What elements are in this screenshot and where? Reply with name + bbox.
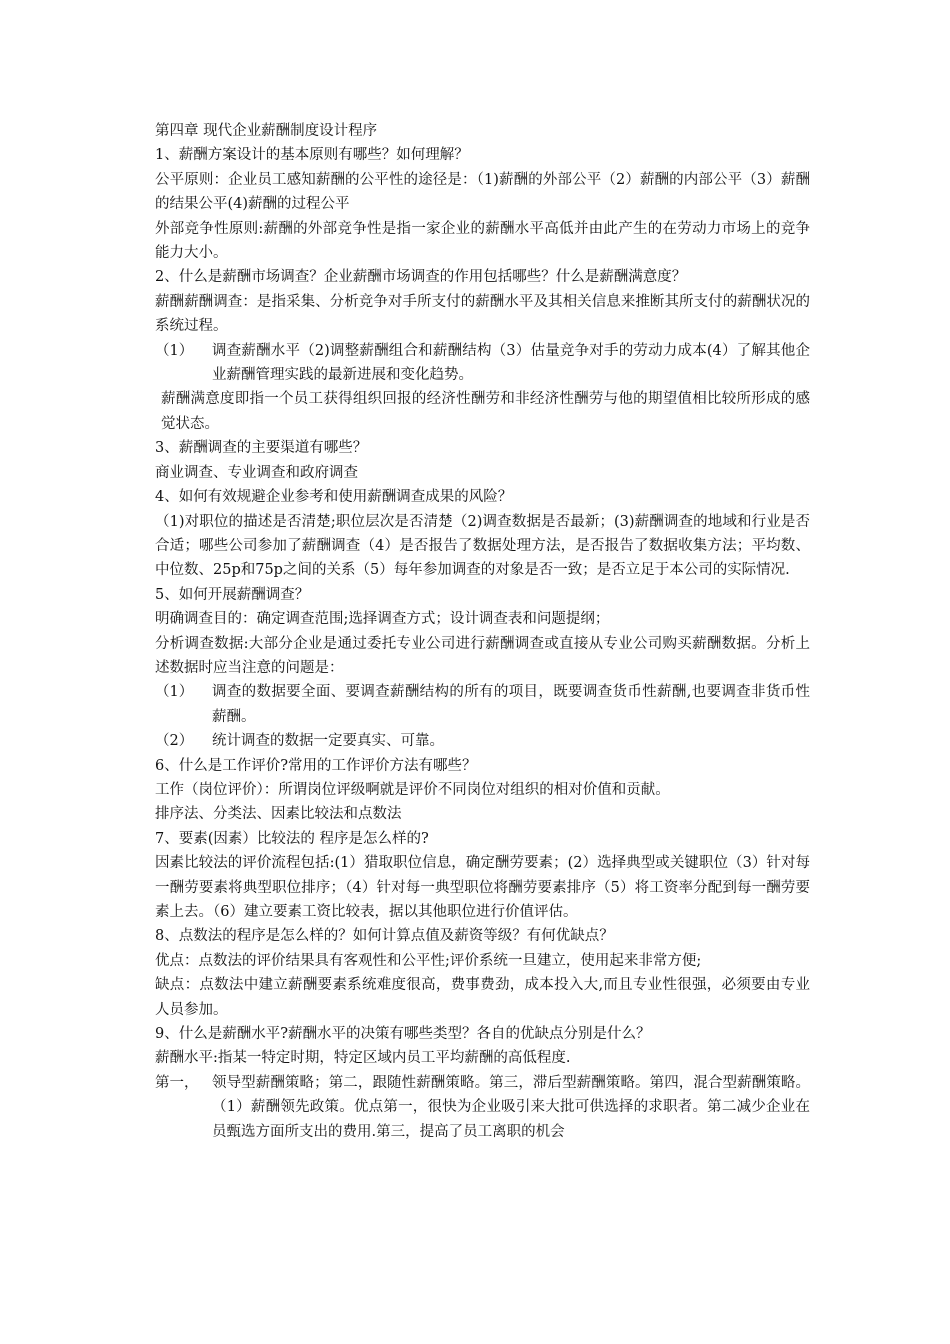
answer-3: 商业调查、专业调查和政府调查 <box>155 464 358 481</box>
list-text: 统计调查的数据一定要真实、可靠。 <box>212 733 444 750</box>
question-4: 4、如何有效规避企业参考和使用薪酬调查成果的风险？ <box>155 489 513 506</box>
answer-9-list-item <box>155 1071 810 1144</box>
list-number: （1） <box>155 684 194 701</box>
answer-5-list-item-2 <box>155 729 810 753</box>
answer-6-definition: 工作（岗位评价）：所谓岗位评级啊就是评价不同岗位对组织的相对价值和贡献。 <box>155 781 670 798</box>
question-5: 5、如何开展薪酬调查？ <box>155 586 310 603</box>
question-7: 7、要素(因素）比较法的 程序是怎么样的? <box>155 830 429 847</box>
list-number: （1） <box>155 342 194 359</box>
answer-7: 因素比较法的评价流程包括:(1）猎取职位信息，确定酬劳要素；(2）选择典型或关键职位（3）针对每一酬劳要素将典型职位排序；（4）针对每一典型职位将酬劳要素排序（5）将工资率分配到每一酬劳要素上去。（6）建立要素工资比较表，据以其他职位进行价值评估。 <box>155 855 810 920</box>
answer-5-purpose: 明确调查目的：确定调查范围;选择调查方式；设计调查表和问题提纲； <box>155 611 610 628</box>
answer-8-pros: 优点：点数法的评价结果具有客观性和公平性;评价系统一旦建立，使用起来非常方便; <box>155 952 702 969</box>
answer-5-analysis: 分析调查数据:大部分企业是通过委托专业公司进行薪酬调查或直接从专业公司购买薪酬数据。分析上述数据时应当注意的问题是： <box>155 635 810 676</box>
answer-9-definition: 薪酬水平:指某一特定时期，特定区域内员工平均薪酬的高低程度. <box>155 1050 571 1067</box>
document-page <box>155 119 810 1144</box>
answer-8-cons: 缺点：点数法中建立薪酬要素系统难度很高，费事费劲，成本投入大,而且专业性很强，必须要由专业人员参加。 <box>155 977 810 1018</box>
list-text: 领导型薪酬策略；第二，跟随性薪酬策略。第三，滞后型薪酬策略。第四，混合型薪酬策略。（1）薪酬领先政策。优点第一，很快为企业吸引来大批可供选择的求职者。第二减少企业在员甄选方面所支出的费用.第三，提高了员工离职的机会 <box>212 1074 810 1140</box>
chapter-title: 第四章 现代企业薪酬制度设计程序 <box>155 123 378 139</box>
answer-5-list-item-1 <box>155 680 810 729</box>
list-number: （2） <box>155 733 194 750</box>
answer-6-methods: 排序法、分类法、因素比较法和点数法 <box>155 806 402 823</box>
list-text: 调查薪酬水平（2)调整薪酬组合和薪酬结构（3）估量竞争对手的劳动力成本(4）了解其他企业薪酬管理实践的最新进展和变化趋势。 <box>212 342 810 384</box>
question-9: 9、什么是薪酬水平?薪酬水平的决策有哪些类型？各自的优缺点分别是什么？ <box>155 1026 651 1043</box>
answer-1-competitiveness: 外部竞争性原则:薪酬的外部竞争性是指一家企业的薪酬水平高低并由此产生的在劳动力市场上的竞争能力大小。 <box>155 220 810 262</box>
answer-2-satisfaction: 薪酬满意度即指一个员工获得组织回报的经济性酬劳和非经济性酬劳与他的期望值相比较所形成的感觉状态。 <box>161 391 810 432</box>
answer-4: （1)对职位的描述是否清楚;职位层次是否清楚（2)调查数据是否最新；(3)薪酬调查的地域和行业是否合适；哪些公司参加了薪酬调查（4）是否报告了数据处理方法，是否报告了数据收集方法；平均数、中位数、25p和75p之间的关系（5）每年参加调查的对象是否一致；是否立足于本公司的实际情况. <box>155 513 810 579</box>
question-8: 8、点数法的程序是怎么样的？如何计算点值及薪资等级？有何优缺点？ <box>155 928 614 945</box>
answer-2-definition: 薪酬薪酬调查：是指采集、分析竞争对手所支付的薪酬水平及其相关信息来推断其所支付的薪酬状况的系统过程。 <box>155 293 810 335</box>
question-2: 2、什么是薪酬市场调查？企业薪酬市场调查的作用包括哪些？什么是薪酬满意度？ <box>155 269 687 286</box>
list-number: 第一， <box>155 1074 199 1091</box>
question-1: 1、薪酬方案设计的基本原则有哪些？如何理解？ <box>155 147 469 164</box>
question-6: 6、什么是工作评价?常用的工作评价方法有哪些？ <box>155 757 477 774</box>
answer-1-fairness: 公平原则：企业员工感知薪酬的公平性的途径是：（1)薪酬的外部公平（2）薪酬的内部公平（3）薪酬的结果公平(4)薪酬的过程公平 <box>155 171 810 213</box>
answer-2-list-item <box>155 339 810 388</box>
question-3: 3、薪酬调查的主要渠道有哪些？ <box>155 440 368 457</box>
list-text: 调查的数据要全面、要调查薪酬结构的所有的项目，既要调查货币性薪酬,也要调查非货币性薪酬。 <box>212 684 810 725</box>
